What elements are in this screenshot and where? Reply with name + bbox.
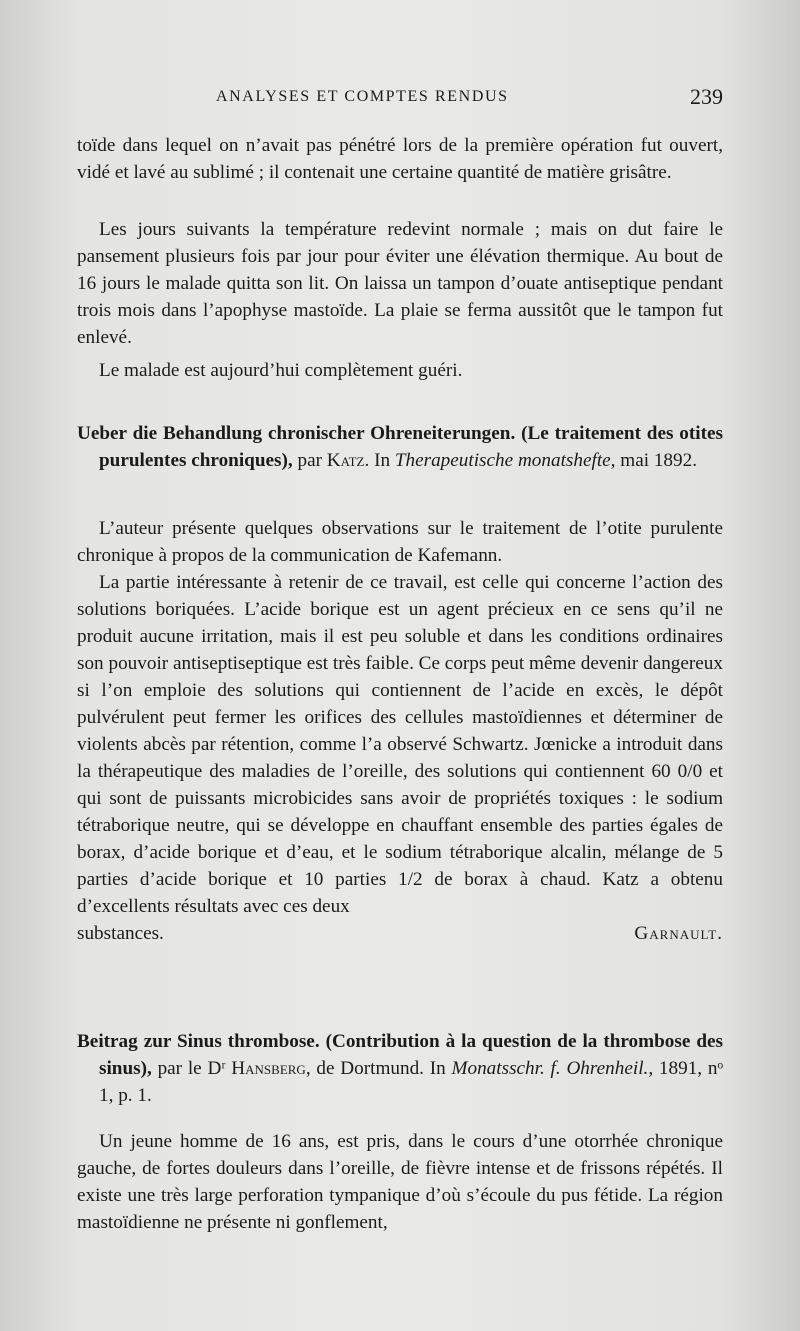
journal-name: Monatsschr. f. Ohrenheil., — [451, 1058, 654, 1079]
paragraph: Les jours suivants la température redevint normale ; mais on dut faire le pansement plusieurs fois par jour pour éviter une élévation thermique. Au bout de 16 jours le malade quitta son lit. On laissa un tampon d’ouate antiseptique pendant trois mois dans l’apophyse mastoïde. La plaie se ferma aussitôt que le tampon fut enlevé. — [77, 219, 723, 348]
paragraph: La partie intéressante à retenir de ce travail, est celle qui concerne l’action des solutions boriquées. L’acide borique est un agent précieux en ce sens qu’il ne produit aucune irritation, mais il est peu soluble et dans les conditions ordinaires son pouvoir antiseptiseptique est très faible. Ce corps peut même devenir dangereux si l’on emploie des solutions qui contiennent de l’acide en excès, le dépôt pulvérulent peut fermer les orifices des cellules mastoïdiennes et déterminer de violents abcès par rétention, comme l’a observé Schwartz. Jœnicke a introduit dans la thérapeutique des maladies de l’oreille, des solutions qui contiennent 60 0/0 et qui sont de puissants microbicides sans avoir de propriétés toxiques : le sodium tétraborique neutre, qui se développe en chauffant ensemble des parties égales de borax, d’acide borique et d’eau, et le sodium tétraborique alcalin, mélange de 5 parties d’acide borique et 10 parties 1/2 de borax à chaud. Katz a obtenu d’excellents résultats avec ces deux — [77, 572, 723, 917]
running-head: ANALYSES ET COMPTES RENDUS — [216, 88, 509, 105]
paragraph-block — [77, 357, 723, 384]
author-name: Hansberg — [231, 1058, 306, 1079]
paragraph: Un jeune homme de 16 ans, est pris, dans le cours d’une otorrhée chronique gauche, de fortes douleurs dans l’oreille, de fièvre intense et de frissons répétés. Il existe une très large perforation tympanique d’où s’écoule du pus fétide. La région mastoïdienne ne présente ni gonflement, — [77, 1131, 723, 1233]
continued-paragraph — [77, 132, 723, 186]
article-heading: Beitrag zur Sinus thrombose. (Contribution à la question de la thrombose des sinus), par le Dʳ Hansberg, de Dortmund. In Monatsschr. f. Ohrenheil., 1891, nᵒ 1, p. 1. — [77, 1031, 723, 1106]
article-body — [77, 1128, 723, 1236]
paragraph: toïde dans lequel on n’avait pas pénétré lors de la première opération fut ouvert, vidé et lavé au sublimé ; il contenait une certaine quantité de matière grisâtre. — [77, 135, 723, 183]
article-title: Beitrag zur Sinus thrombose. (Contribution à la question de la thrombose des sinus), — [77, 1031, 723, 1079]
page-number: 239 — [690, 84, 723, 109]
article-heading: Ueber die Behandlung chronischer Ohreneiterungen. (Le traitement des otites purulentes chroniques), par Katz. In Therapeutische monatshefte, mai 1892. — [77, 423, 723, 471]
paragraph-block — [77, 216, 723, 351]
author-name: Katz — [326, 450, 365, 471]
paragraph: L’auteur présente quelques observations sur le traitement de l’otite purulente chronique à propos de la communication de Kafemann. — [77, 518, 723, 566]
article-title: Ueber die Behandlung chronischer Ohreneiterungen. (Le traitement des otites purulentes chroniques), — [77, 423, 723, 471]
paragraph-end: substances. — [77, 923, 164, 944]
journal-name: Therapeutische monatshefte, — [394, 450, 616, 471]
paragraph: Le malade est aujourd’hui complètement guéri. — [99, 360, 463, 381]
article-body — [77, 515, 723, 947]
reviewer-signature: Garnault. — [634, 923, 723, 944]
